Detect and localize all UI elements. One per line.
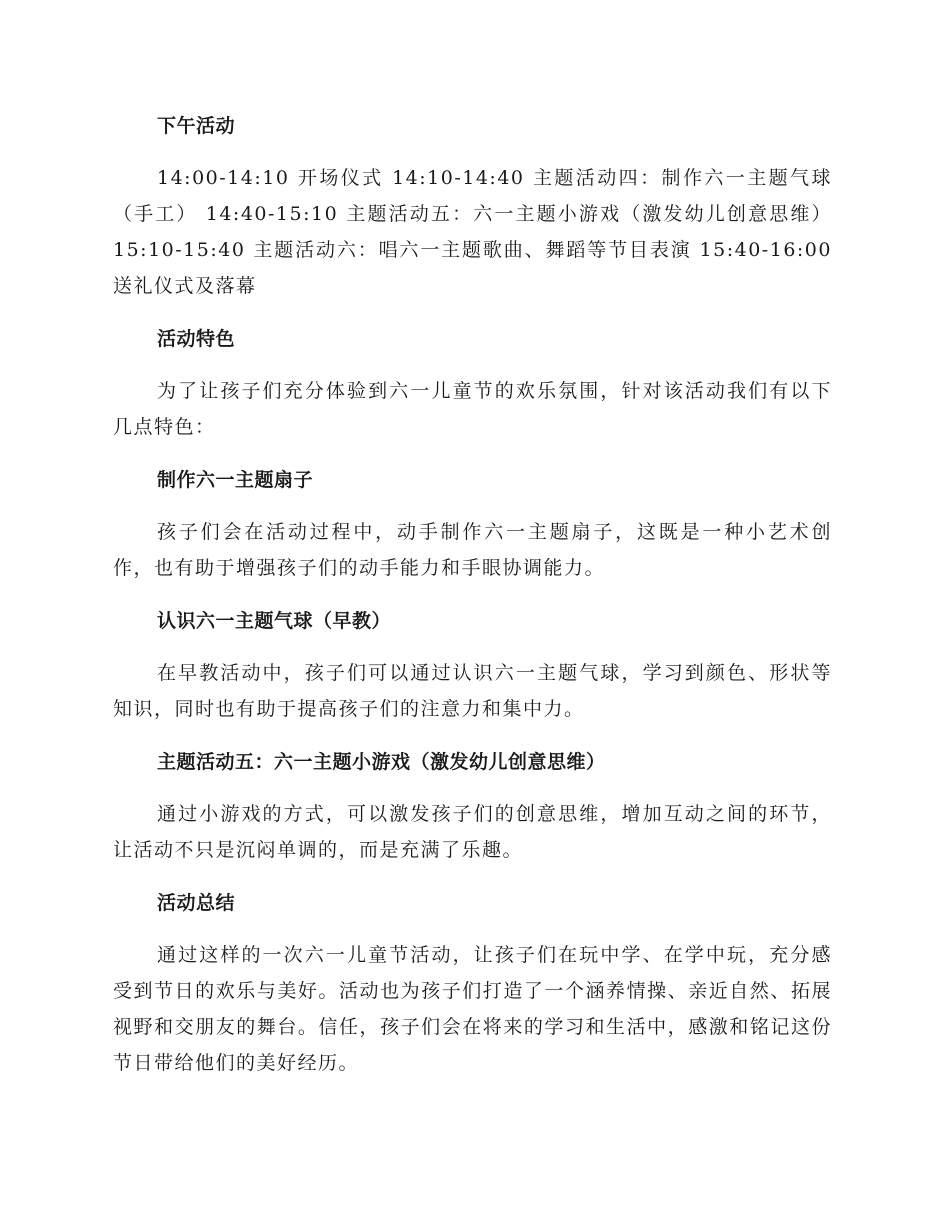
section-paragraph-mini-games: 通过小游戏的方式，可以激发孩子们的创意思维，增加互动之间的环节，让活动不只是沉闷单调的，而是充满了乐趣。 — [113, 803, 832, 861]
section-heading-activity-summary: 活动总结 — [157, 892, 236, 914]
section-heading-activity-features: 活动特色 — [157, 328, 236, 350]
section-heading-afternoon-activities: 下午活动 — [157, 115, 236, 137]
section-heading-mini-games: 主题活动五：六一主题小游戏（激发幼儿创意思维） — [157, 751, 606, 773]
section-heading-balloon-learning: 认识六一主题气球（早教） — [157, 610, 392, 632]
section-paragraph-balloon-learning: 在早教活动中，孩子们可以通过认识六一主题气球，学习到颜色、形状等知识，同时也有助于提高孩子们的注意力和集中力。 — [113, 662, 832, 720]
section-paragraph-afternoon-schedule: 14:00-14:10 开场仪式 14:10-14:40 主题活动四：制作六一主题气球（手工） 14:40-15:10 主题活动五：六一主题小游戏（激发幼儿创意思维） 15:10-15:40 主题活动六：唱六一主题歌曲、舞蹈等节目表演 15:40-16:00 送礼仪式及落幕 — [113, 167, 832, 297]
section-paragraph-make-fan: 孩子们会在活动过程中，动手制作六一主题扇子，这既是一种小艺术创作，也有助于增强孩子们的动手能力和手眼协调能力。 — [113, 521, 832, 579]
section-heading-make-fan: 制作六一主题扇子 — [157, 469, 314, 491]
section-paragraph-activity-features: 为了让孩子们充分体验到六一儿童节的欢乐氛围，针对该活动我们有以下几点特色： — [113, 380, 832, 438]
section-paragraph-activity-summary: 通过这样的一次六一儿童节活动，让孩子们在玩中学、在学中玩，充分感受到节日的欢乐与美好。活动也为孩子们打造了一个涵养情操、亲近自然、拓展视野和交朋友的舞台。信任，孩子们会在将来的学习和生活中，感激和铭记这份节日带给他们的美好经历。 — [113, 944, 832, 1074]
